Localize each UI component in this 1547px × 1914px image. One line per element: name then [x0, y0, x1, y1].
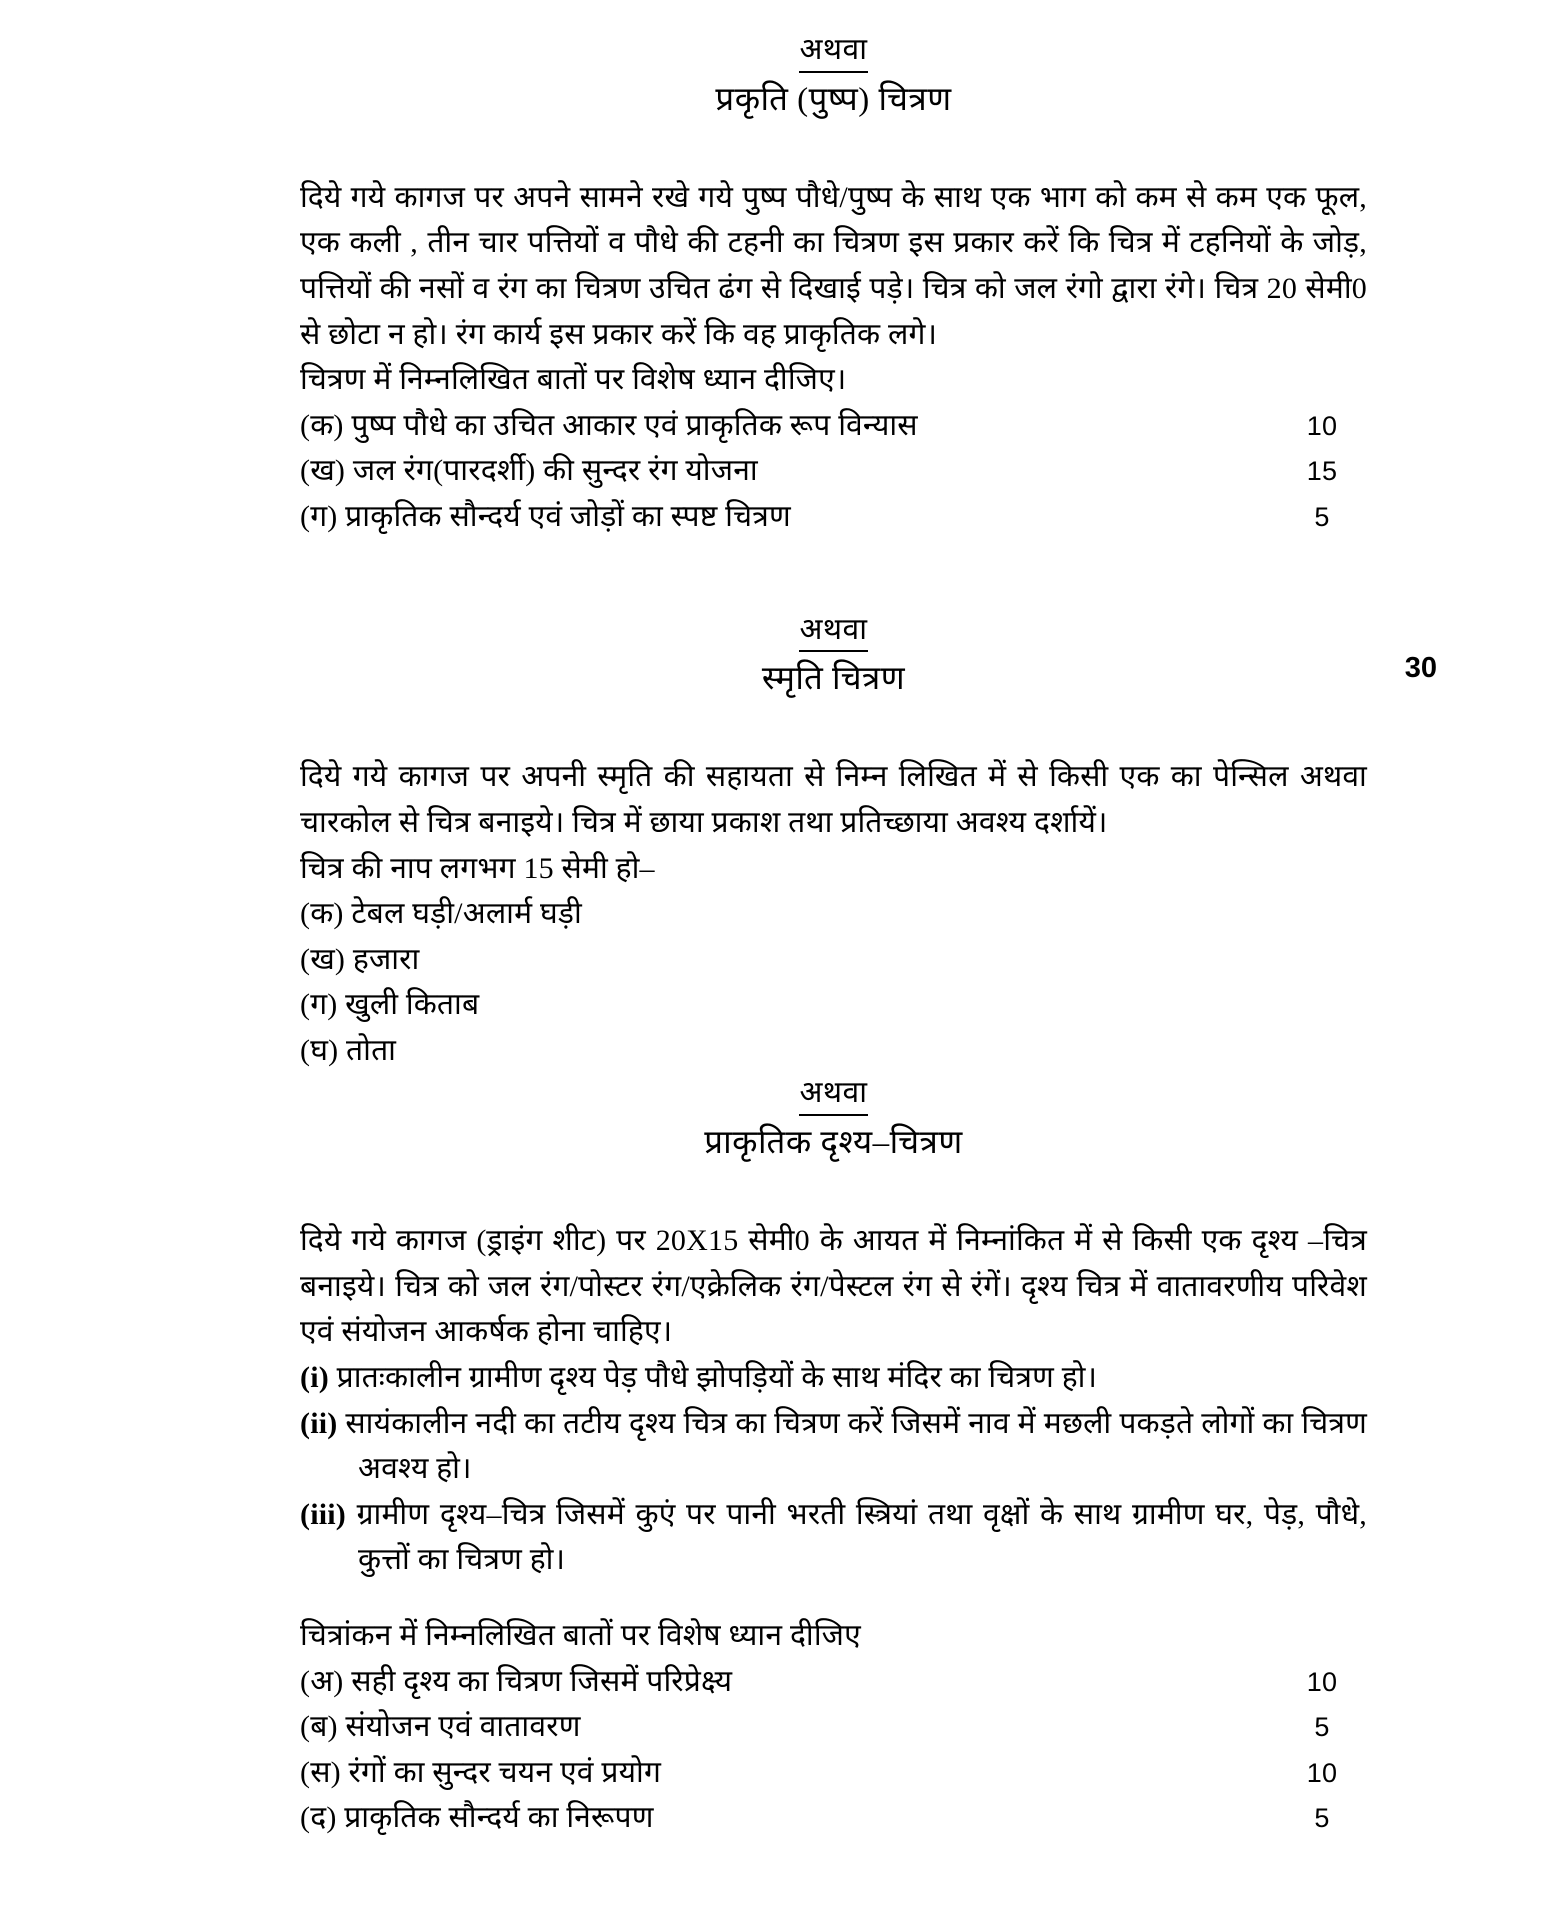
list-item: (घ) तोता	[300, 1033, 397, 1067]
mark-row	[300, 403, 1367, 449]
section-title-2: स्मृति चित्रण	[761, 661, 906, 698]
roman-list-item	[300, 1355, 1367, 1401]
mark-row	[300, 494, 1367, 540]
athwa-label-3: अथवा	[799, 1073, 867, 1116]
section-3-heading-block	[300, 1073, 1367, 1166]
section-title-1: प्रकृति (पुष्प) चित्रण	[715, 81, 952, 118]
mark-row	[300, 1704, 1367, 1750]
roman-item-text: सायंकालीन नदी का तटीय दृश्य चित्र का चित्रण करें जिसमें नाव में मछली पकड़ते लोगों का चित्रण अवश्य हो।	[345, 1406, 1367, 1486]
mark-row	[300, 1750, 1367, 1796]
roman-item-text: ग्रामीण दृश्य–चित्र जिसमें कुएं पर पानी भरती स्त्रियां तथा वृक्षों के साथ ग्रामीण घर, पेड़, पौधे, कुत्तों का चित्रण हो।	[356, 1497, 1367, 1577]
mark-item-value: 10	[1306, 410, 1338, 441]
mark-item-value: 10	[1306, 1757, 1338, 1788]
section-3-note: चित्रांकन में निम्नलिखित बातों पर विशेष ध्यान दीजिए	[300, 1619, 861, 1652]
roman-list-item	[300, 1492, 1367, 1583]
list-item: (ग) खुली किताब	[300, 988, 480, 1022]
section-1-body: दिये गये कागज पर अपने सामने रखे गये पुष्प पौधे/पुष्प के साथ एक भाग को कम से कम एक फूल, एक कली , तीन चार पत्तियों व पौधे की टहनी का चित्रण इस प्रकार करें कि चित्र में टहनियों के जोड़, पत्तियों की नसों व रंग का चित्रण उचित ढंग से दिखाई पड़े। चित्र को जल रंगो द्वारा रंगे। चित्र 20 सेमी0 से छोटा न हो। रंग कार्य इस प्रकार करें कि वह प्राकृतिक लगे।	[300, 180, 1367, 351]
roman-numeral: (i)	[300, 1361, 329, 1395]
athwa-label-1: अथवा	[799, 30, 867, 73]
spacer	[300, 540, 1367, 610]
section-2-title-row	[300, 652, 1437, 702]
section-2-size-note: चित्र की नाप लगभग 15 सेमी हो–	[300, 851, 655, 885]
mark-item-value: 5	[1314, 501, 1330, 532]
mark-item-value: 10	[1306, 1666, 1338, 1697]
spacer	[300, 702, 1367, 754]
mark-item-label: (द) प्राकृतिक सौन्दर्य का निरूपण	[300, 1801, 654, 1835]
mark-item-label: (अ) सही दृश्य का चित्रण जिसमें परिप्रेक्ष्य	[300, 1664, 733, 1698]
mark-row	[300, 1795, 1367, 1841]
section-2-total-marks: 30	[1404, 652, 1437, 685]
mark-item-value: 15	[1306, 456, 1338, 487]
mark-row	[300, 448, 1367, 494]
mark-row	[300, 1659, 1367, 1705]
section-1-heading-block	[300, 30, 1367, 123]
section-1-mark-list	[300, 403, 1367, 540]
spacer	[300, 123, 1367, 175]
mark-item-label: (ग) प्राकृतिक सौन्दर्य एवं जोड़ों का स्पष्ट चित्रण	[300, 499, 791, 533]
section-2-body: दिये गये कागज पर अपनी स्मृति की सहायता से निम्न लिखित में से किसी एक का पेन्सिल अथवा चारकोल से चित्र बनाइये। चित्र में छाया प्रकाश तथा प्रतिच्छाया अवश्य दर्शायें।	[300, 760, 1367, 839]
section-2-options	[300, 891, 1367, 1073]
spacer	[300, 1583, 1367, 1613]
section-1-note: चित्रण में निम्नलिखित बातों पर विशेष ध्यान दीजिए।	[300, 363, 847, 397]
roman-item-text: प्रातःकालीन ग्रामीण दृश्य पेड़ पौधे झोपड़ियों के साथ मंदिर का चित्रण हो।	[336, 1361, 1098, 1395]
mark-item-label: (ब) संयोजन एवं वातावरण	[300, 1710, 581, 1744]
mark-item-value: 5	[1314, 1803, 1330, 1834]
section-3-mark-list	[300, 1659, 1367, 1841]
spacer	[300, 1166, 1367, 1218]
mark-item-label: (क) पुष्प पौधे का उचित आकार एवं प्राकृतिक रूप विन्यास	[300, 408, 918, 442]
roman-list-item	[300, 1401, 1367, 1492]
section-2-heading-block	[300, 610, 1437, 703]
list-item: (ख) हजारा	[300, 942, 420, 976]
mark-item-label: (ख) जल रंग(पारदर्शी) की सुन्दर रंग योजना	[300, 454, 758, 488]
mark-item-value: 5	[1314, 1712, 1330, 1743]
section-3-body: दिये गये कागज (ड्राइंग शीट) पर 20X15 सेमी0 के आयत में निम्नांकित में से किसी एक दृश्य –चित्र बनाइये। चित्र को जल रंग/पोस्टर रंग/एक्रेलिक रंग/पेस्टल रंग से रंगें। दृश्य चित्र में वातावरणीय परिवेश एवं संयोजन आकर्षक होना चाहिए।	[300, 1224, 1367, 1349]
mark-item-label: (स) रंगों का सुन्दर चयन एवं प्रयोग	[300, 1755, 662, 1789]
section-title-3: प्राकृतिक दृश्य–चित्रण	[704, 1125, 963, 1162]
roman-numeral: (iii)	[300, 1497, 346, 1531]
roman-numeral: (ii)	[300, 1406, 338, 1440]
list-item: (क) टेबल घड़ी/अलार्म घड़ी	[300, 897, 582, 931]
athwa-label-2: अथवा	[799, 610, 867, 653]
